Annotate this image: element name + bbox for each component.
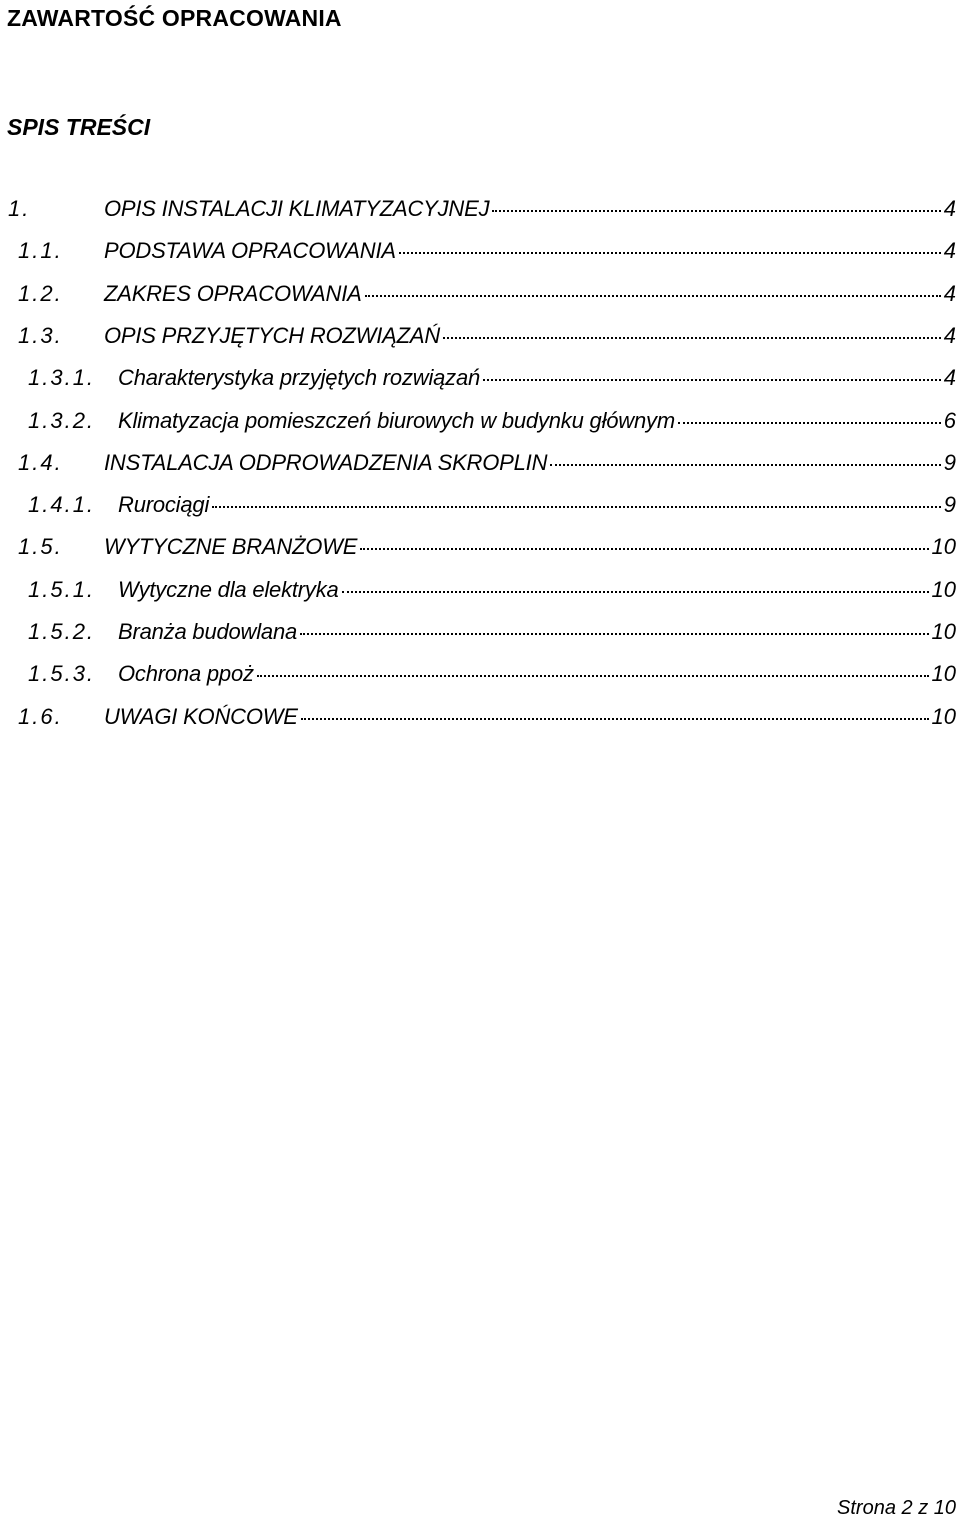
toc-entry-title-wrap — [104, 323, 956, 349]
toc-entry-title: OPIS INSTALACJI KLIMATYZACYJNEJ — [104, 196, 490, 221]
toc-entry-title-wrap — [118, 492, 956, 518]
toc-dot-leader — [443, 337, 941, 339]
toc-entry-number: 1.3.1. — [28, 365, 96, 391]
toc-entry-title: ZAKRES OPRACOWANIA — [104, 280, 362, 306]
toc-entry[interactable] — [0, 450, 960, 480]
toc-dot-leader — [342, 591, 929, 593]
toc-entry[interactable] — [0, 619, 960, 649]
toc-entry-title-wrap — [104, 704, 956, 730]
toc-entry[interactable] — [0, 408, 960, 438]
toc-entry-number: 1.6. — [18, 703, 63, 729]
toc-entry-number: 1.5.1. — [28, 576, 96, 602]
toc-entry[interactable] — [0, 661, 960, 691]
toc-entry-number: 1.4. — [18, 449, 63, 475]
toc-entry[interactable] — [0, 196, 960, 226]
toc-dot-leader — [212, 506, 941, 508]
toc-entry-number: 1.5.2. — [28, 619, 96, 644]
toc-entry-title: Wytyczne dla elektryka — [118, 576, 339, 602]
toc-dot-leader — [483, 379, 941, 381]
toc-entry[interactable] — [0, 577, 960, 607]
toc-entry-number: 1.5.3. — [28, 661, 96, 687]
toc-entry[interactable] — [0, 492, 960, 522]
toc-entry-title-wrap — [104, 281, 956, 307]
toc-entry-page: 6 — [943, 407, 956, 433]
toc-entry-page: 10 — [931, 534, 956, 560]
toc-entry-page: 4 — [943, 322, 956, 348]
toc-entry-number: 1. — [8, 196, 31, 221]
toc-entry-title: Rurociągi — [118, 492, 210, 518]
toc-entry-title-wrap — [118, 661, 956, 687]
toc-entry-title-wrap — [118, 408, 956, 434]
toc-entry-title-wrap — [118, 365, 956, 391]
toc-entry-page: 4 — [943, 238, 956, 264]
toc-entry-number: 1.3. — [18, 322, 63, 348]
toc-heading: SPIS TREŚCI — [7, 114, 151, 140]
toc-entry-title-wrap — [104, 534, 956, 560]
toc-entry[interactable] — [0, 534, 960, 564]
toc-entry[interactable] — [0, 238, 960, 268]
toc-entry[interactable] — [0, 704, 960, 734]
toc-entry-page: 4 — [943, 280, 956, 306]
toc-dot-leader — [399, 252, 941, 254]
toc-entry-title: OPIS PRZYJĘTYCH ROZWIĄZAŃ — [104, 322, 441, 348]
toc-entry-page: 10 — [931, 661, 956, 687]
toc-entry-title-wrap — [104, 238, 956, 264]
toc-entry-title: Klimatyzacja pomieszczeń biurowych w budynku głównym — [118, 407, 675, 433]
toc-entry-title-wrap — [104, 196, 956, 222]
toc-entry-title: WYTYCZNE BRANŻOWE — [104, 534, 358, 560]
toc-entry-title: Charakterystyka przyjętych rozwiązań — [118, 365, 481, 391]
toc-entry-title-wrap — [118, 577, 956, 603]
toc-dot-leader — [257, 675, 929, 677]
toc-entry[interactable] — [0, 365, 960, 395]
toc-entry-page: 9 — [943, 492, 956, 518]
toc-entry-title: PODSTAWA OPRACOWANIA — [104, 238, 396, 264]
toc-entry-page: 4 — [943, 365, 956, 391]
toc-dot-leader — [300, 633, 928, 635]
toc-dot-leader — [301, 718, 929, 720]
toc-entry-title-wrap — [118, 619, 956, 645]
toc-entry-title-wrap — [104, 450, 956, 476]
toc-entry-number: 1.2. — [18, 280, 63, 306]
toc-entry-number: 1.1. — [18, 238, 63, 264]
toc-entry-page: 9 — [943, 449, 956, 475]
page-footer: Strona 2 z 10 — [837, 1497, 956, 1519]
page-title: ZAWARTOŚĆ OPRACOWANIA — [7, 5, 342, 31]
toc-entry-number: 1.5. — [18, 534, 63, 560]
toc-entry-number: 1.3.2. — [28, 407, 96, 433]
toc-dot-leader — [360, 548, 928, 550]
toc-entry-page: 10 — [931, 576, 956, 602]
toc-entry-title: Ochrona ppoż — [118, 661, 254, 687]
toc-dot-leader — [492, 210, 940, 212]
toc-entry-title: Branża budowlana — [118, 619, 298, 644]
toc-entry-page: 10 — [931, 619, 956, 644]
toc-entry-page: 10 — [931, 703, 956, 729]
toc-entry[interactable] — [0, 281, 960, 311]
toc-dot-leader — [365, 295, 941, 297]
toc-entry-title: INSTALACJA ODPROWADZENIA SKROPLIN — [104, 449, 548, 475]
toc-dot-leader — [550, 464, 940, 466]
toc-dot-leader — [678, 422, 941, 424]
toc-entry-title: UWAGI KOŃCOWE — [104, 703, 298, 729]
toc-entry-number: 1.4.1. — [28, 492, 96, 518]
toc-entry[interactable] — [0, 323, 960, 353]
toc-entry-page: 4 — [943, 196, 956, 221]
